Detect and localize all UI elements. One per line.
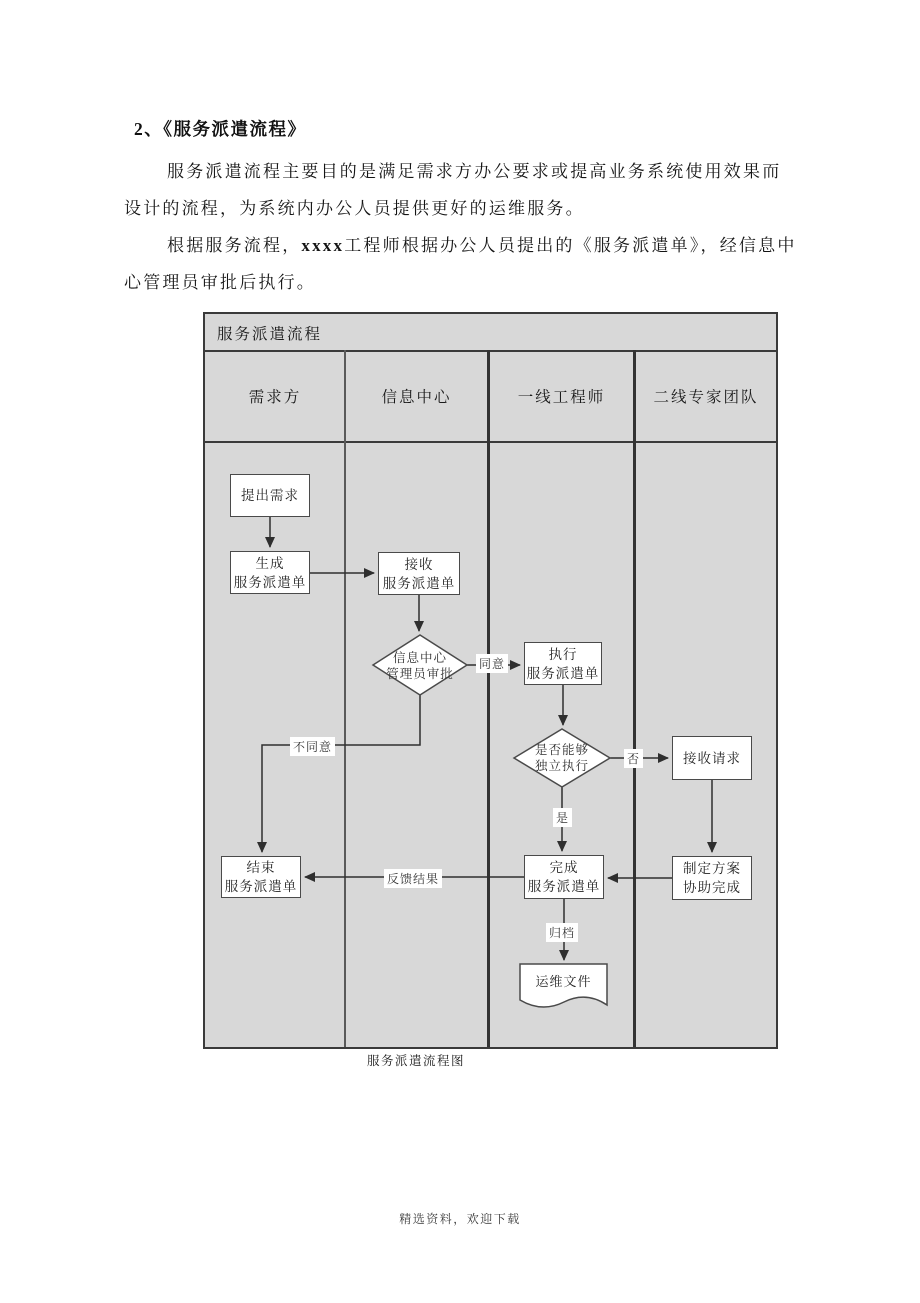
edge-label-no: 否	[624, 749, 643, 768]
paragraph-line	[167, 231, 797, 256]
node-ops-document: 运维文件	[535, 974, 592, 989]
paragraph-line: 服务派遣流程主要目的是满足需求方办公要求或提高业务系统使用效果而	[167, 162, 782, 181]
text-run: 工程师根据办公人员提出的《服务派遣单》，经信息中	[344, 236, 797, 255]
node-generate-dispatch-order	[230, 551, 310, 594]
node-label: 接收	[404, 556, 434, 572]
node-admin-approval-decision	[375, 646, 465, 686]
node-label: 信息中心	[392, 651, 447, 665]
node-label: 服务派遣单	[382, 575, 456, 591]
paragraph-line: 心管理员审批后执行。	[124, 273, 316, 292]
node-label: 生成	[255, 555, 285, 571]
text-run-bold: xxxx	[301, 236, 345, 255]
edge-label-agree: 同意	[476, 654, 508, 673]
figure-caption: 服务派遣流程图	[367, 1054, 466, 1068]
node-label: 完成	[549, 860, 579, 875]
node-label: 接收请求	[683, 750, 741, 766]
lane-header-info-center: 信息中心	[381, 388, 452, 406]
lane-header-second-line-experts: 二线专家团队	[653, 388, 759, 406]
paragraph-line: 设计的流程，为系统内办公人员提供更好的运维服务。	[124, 199, 585, 218]
page-footer: 精选资料，欢迎下载	[399, 1212, 521, 1226]
node-label: 提出需求	[241, 488, 299, 503]
node-execute-dispatch-order	[524, 642, 602, 685]
flowchart	[203, 312, 778, 1049]
edge-label-yes: 是	[553, 808, 572, 827]
node-label: 制定方案	[683, 861, 741, 876]
flowchart-title: 服务派遣流程	[217, 326, 323, 343]
node-label: 执行	[548, 646, 578, 662]
edge-label-disagree: 不同意	[290, 737, 335, 756]
node-propose-demand	[230, 474, 310, 517]
node-complete-dispatch-order	[524, 855, 604, 899]
node-label: 是否能够	[534, 743, 589, 757]
node-receive-dispatch-order	[378, 552, 460, 595]
node-label: 服务派遣单	[526, 665, 600, 681]
flowchart-body	[205, 443, 776, 1047]
edge-label-feedback: 反馈结果	[384, 869, 442, 888]
lane-header-first-line-engineer: 一线工程师	[517, 388, 606, 406]
node-end-dispatch-order	[221, 856, 301, 898]
node-label: 协助完成	[683, 880, 741, 895]
node-label: 服务派遣单	[527, 879, 601, 894]
node-label: 结束	[246, 860, 276, 875]
section-heading: 2、《服务派遣流程》	[134, 119, 307, 139]
node-independent-execution-decision	[517, 740, 607, 776]
edge-label-archive: 归档	[546, 923, 578, 942]
node-label: 服务派遣单	[233, 574, 307, 590]
lane-header-requester: 需求方	[248, 388, 302, 406]
text-run: 根据服务流程，	[167, 236, 302, 255]
node-label: 管理员审批	[386, 667, 454, 681]
node-label: 服务派遣单	[224, 879, 298, 894]
node-make-plan-assist	[672, 856, 752, 900]
node-label: 独立执行	[534, 759, 589, 773]
node-receive-request	[672, 736, 752, 780]
